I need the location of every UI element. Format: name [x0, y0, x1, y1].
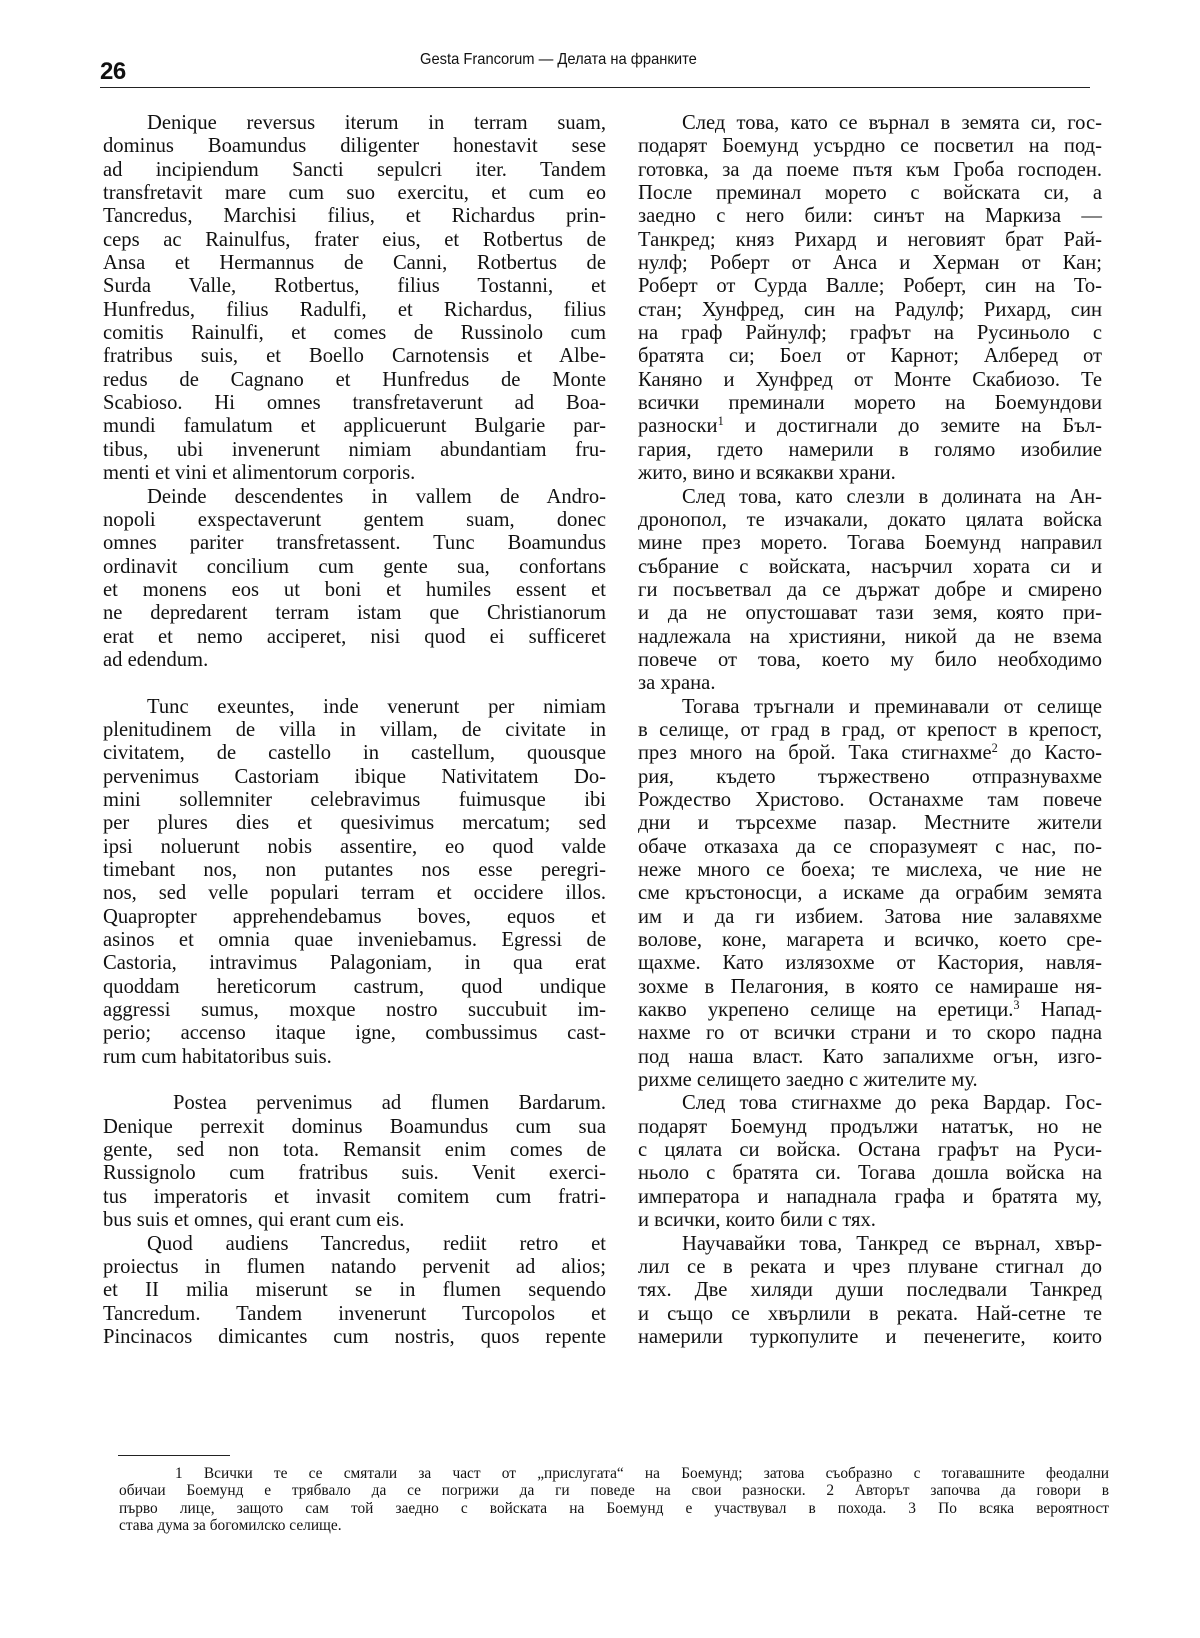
bulgarian-text-line: обаче отказаха да се споразумеят с нас, по-: [638, 835, 1102, 858]
bulgarian-text-line: жито, вино и всякакви храни.: [638, 462, 896, 485]
latin-text-line: comitis Rainulfi, et comes de Russinolo cum: [103, 322, 606, 345]
bulgarian-text-line: щахме. Като излязохме от Кастория, навля-: [638, 952, 1102, 975]
latin-text-line: et monens eos ut boni et humiles essent et: [103, 578, 606, 601]
bulgarian-text-line: Каняно и Хунфред от Монте Скабиозо. Те: [638, 368, 1102, 391]
latin-text-line: Quapropter apprehendebamus boves, equos et: [103, 905, 606, 928]
latin-text-line: Denique perrexit dominus Boamundus cum sua: [103, 1115, 606, 1138]
bulgarian-text-line: След това стигнахме до река Вардар. Гос-: [682, 1092, 1102, 1115]
footnote-marker: 3: [1013, 998, 1020, 1013]
bulgarian-text-line: надлежала на християни, никой да не взема: [638, 625, 1102, 648]
bulgarian-text-line: неже много се боеха; те мислеха, че ние не: [638, 859, 1102, 881]
bulgarian-text-line: разноски$^1$ и достигнали до земите на Бъл-: [638, 414, 1102, 438]
latin-text-line: per plures dies et quesivimus mercatum; sed: [103, 812, 606, 835]
latin-text-line: Castoria, intravimus Palagoniam, in qua erat: [103, 952, 606, 975]
latin-text-line: nopoli exspectaverunt gentem suam, donec: [103, 508, 606, 531]
bulgarian-text-line: за храна.: [638, 672, 716, 695]
header-rule: [100, 87, 1090, 88]
bulgarian-text-line: рихме селището заедно с жителите му.: [638, 1069, 978, 1092]
latin-text-line: Tunc exeuntes, inde venerunt per nimiam: [147, 695, 606, 718]
latin-text-line: gente, sed non tota. Remansit enim comes de: [103, 1139, 606, 1162]
bulgarian-text-line: повече от това, което му било необходимо: [638, 648, 1102, 671]
bulgarian-text-line: След това, като се върнал в земята си, гос-: [682, 112, 1102, 134]
latin-text-line: Denique reversus iterum in terram suam,: [147, 112, 606, 134]
latin-text-line: ad incipiendum Sancti sepulcri iter. Tandem: [103, 158, 606, 181]
footnote-line: обичаи Боемунд е трябвало да се погрижи да ги поведе на свои разноски. 2 Авторът започва да говори в: [119, 1482, 1109, 1500]
bulgarian-text-line: нахме го от всички страни и то скоро падна: [638, 1022, 1102, 1045]
latin-text-line: Hunfredus, filius Radulfi, et Richardus, filius: [103, 298, 606, 321]
latin-text-line: ordinavit concilium cum gente sua, confortans: [103, 555, 606, 578]
bulgarian-text-line: през много на брой. Така стигнахме$^2$ до Касто-: [638, 741, 1102, 765]
footnote-marker: 1: [717, 414, 724, 429]
latin-text-line: redus de Cagnano et Hunfredus de Monte: [103, 368, 606, 391]
latin-text-line: ad edendum.: [103, 648, 209, 671]
latin-text-line: dominus Boamundus diligenter honestavit sese: [103, 135, 606, 158]
bulgarian-text-line: на граф Райнулф; графът на Русиньоло с: [638, 322, 1102, 345]
bulgarian-text-line: готовка, за да поеме пътя към Гроба господен.: [638, 158, 1102, 181]
bulgarian-text-line: ги посъветвал да се държат добре и смирено: [638, 578, 1102, 601]
latin-text-line: rum cum habitatoribus suis.: [103, 1045, 332, 1068]
bulgarian-text-line: лил се в реката и чрез плуване стигнал до: [638, 1255, 1102, 1278]
bulgarian-text-line: какво укрепено селище на еретици.$^3$ Напад-: [638, 998, 1103, 1022]
footnote-line: първо лице, защото сам той заедно с войската на Боемунд е участвувал в похода. 3 По всяка вероятност: [119, 1499, 1109, 1517]
latin-text-line: erat et nemo acciperet, nisi quod ei sufficeret: [103, 625, 606, 648]
latin-text-line: pervenimus Castoriam ibique Nativitatem Do-: [103, 765, 606, 788]
bulgarian-text-line: Тогава тръгнали и преминавали от селище: [682, 695, 1102, 718]
bulgarian-text-line: подарят Боемунд продължи нататък, но не: [638, 1115, 1102, 1138]
bulgarian-text-line: братята си; Боел от Карнот; Алберед от: [638, 345, 1102, 368]
latin-text-line: Deinde descendentes in vallem de Andro-: [147, 485, 606, 508]
bulgarian-text-line: тях. Две хиляди души последвали Танкред: [638, 1279, 1102, 1302]
latin-text-line: et II milia miserunt se in flumen sequendo: [103, 1279, 606, 1302]
latin-text-line: mini sollemniter celebravimus fuimusque ibi: [103, 788, 606, 811]
bulgarian-text-line: Научавайки това, Танкред се върнал, хвър-: [682, 1232, 1102, 1255]
bulgarian-text-line: и всички, които били с тях.: [638, 1209, 876, 1232]
bulgarian-text-line: им и да ги избием. Затова ние залавяхме: [638, 905, 1102, 928]
footnotes: [119, 1465, 1109, 1535]
latin-text-line: ne depredarent terram istam que Christianorum: [103, 602, 606, 625]
bulgarian-text-line: намерили туркопулите и печенегите, които: [638, 1325, 1102, 1348]
latin-text-line: bus suis et omnes, qui erant cum eis.: [103, 1209, 405, 1232]
page-number: 26: [100, 58, 126, 85]
bulgarian-text-line: Рождество Христово. Останахме там повече: [638, 788, 1102, 811]
footnote-rule: [118, 1455, 230, 1456]
latin-column: [103, 112, 606, 1349]
latin-text-line: tus imperatoris et invasit comitem cum fratri-: [103, 1185, 606, 1208]
bulgarian-text-line: дронопол, те изчакали, докато цялата войска: [638, 508, 1102, 531]
paragraph-gap: [103, 672, 606, 695]
bulgarian-text-line: и също се хвърлили в реката. Най-сетне те: [638, 1302, 1102, 1325]
bulgarian-text-line: стан; Хунфред, син на Радулф; Рихард, син: [638, 298, 1102, 321]
latin-text-line: transfretavit mare cum suo exercitu, et cum eo: [103, 182, 606, 205]
bulgarian-text-line: зохме в Пелагония, в която се намираше ня-: [638, 975, 1102, 998]
latin-text-line: ipsi noluerunt nobis assentire, eo quod valde: [103, 835, 606, 858]
bulgarian-text-line: След това, като слезли в долината на Ан-: [682, 485, 1102, 508]
bulgarian-text-line: императора и нападнала графа и братята му,: [638, 1185, 1102, 1208]
latin-text-line: fratribus suis, et Boello Carnotensis et Albe-: [103, 345, 606, 368]
footnote-line: става дума за богомилско селище.: [119, 1517, 342, 1535]
latin-text-line: Ansa et Hermannus de Canni, Rotbertus de: [103, 252, 606, 275]
bulgarian-text-line: с цялата си войска. Остана графът на Руси-: [638, 1139, 1102, 1162]
bulgarian-text-line: заедно с него били: синът на Маркиза —: [638, 205, 1102, 228]
bulgarian-text-line: рия, където тържествено отпразнувахме: [638, 765, 1102, 788]
latin-text-line: mundi famulatum et applicuerunt Bulgarie par-: [103, 415, 606, 438]
bulgarian-text-line: сме кръстоносци, а искаме да ограбим земята: [638, 882, 1102, 905]
latin-text-line: omnes pariter transfretassent. Tunc Boamundus: [103, 532, 606, 555]
latin-text-line: asinos et omnia quae inveniebamus. Egressi de: [103, 929, 606, 952]
latin-text-line: proiectus in flumen natando pervenit ad alios;: [103, 1255, 606, 1278]
latin-text-line: Tancredum. Tandem invenerunt Turcopolos et: [103, 1302, 606, 1325]
bulgarian-text-line: После преминал морето с войската си, а: [638, 182, 1102, 205]
bulgarian-text-line: под наша власт. Като запалихме огън, изго-: [638, 1045, 1102, 1068]
latin-text-line: Scabioso. Hi omnes transfretaverunt ad Boa-: [103, 392, 606, 415]
latin-text-line: nos, sed velle populari terram et occidere illos.: [103, 882, 606, 905]
bulgarian-text-line: нулф; Роберт от Анса и Херман от Кан;: [638, 252, 1102, 275]
latin-text-line: tibus, ubi invenerunt nimiam abundantiam fru-: [103, 438, 606, 461]
latin-text-line: timebant nos, non putantes nos esse peregri-: [103, 859, 606, 881]
paragraph-gap: [103, 1069, 606, 1092]
latin-text-line: plenitudinem de villa in villam, de civitate in: [103, 718, 606, 741]
bulgarian-text-line: всички преминали морето на Боемундови: [638, 392, 1102, 415]
bulgarian-text-line: в селище, от град в град, от крепост в крепост,: [638, 718, 1102, 741]
bulgarian-text-line: волове, коне, магарета и всичко, което сре-: [638, 929, 1102, 952]
bulgarian-text-line: събрание с войската, насърчил хората си и: [638, 555, 1102, 578]
bulgarian-text-line: гария, гдето намерили в голямо изобилие: [638, 438, 1102, 461]
running-title: Gesta Francorum — Делата на франките: [420, 51, 697, 68]
bulgarian-text-line: и да не опустошават тази земя, която при-: [638, 602, 1102, 625]
bulgarian-text-line: Танкред; княз Рихард и неговият брат Рай-: [638, 228, 1102, 251]
bulgarian-text-line: Роберт от Сурда Валле; Роберт, син на То-: [638, 275, 1102, 298]
latin-text-line: ceps ac Rainulfus, frater eius, et Rotbertus de: [103, 228, 606, 251]
latin-text-line: quoddam hereticorum castrum, quod undique: [103, 975, 606, 998]
footnote-line: 1 Всички те се смятали за част от „прислугата“ на Боемунд; затова съобразно с тогавашните феодални: [175, 1465, 1109, 1482]
latin-text-line: perio; accenso itaque igne, combussimus cast-: [103, 1022, 606, 1045]
latin-text-line: Surda Valle, Rotbertus, filius Tostanni, et: [103, 275, 606, 298]
bulgarian-column: [638, 112, 1102, 1349]
bulgarian-text-line: дни и търсехме пазар. Местните жители: [638, 812, 1102, 835]
bulgarian-text-line: ньоло с братята си. Тогава дошла войска на: [638, 1162, 1102, 1185]
latin-text-line: Russignolo cum fratribus suis. Venit exerci-: [103, 1162, 606, 1185]
latin-text-line: menti et vini et alimentorum corporis.: [103, 462, 416, 485]
footnote-marker: 2: [991, 741, 998, 756]
latin-text-line: Pincinacos dimicantes cum nostris, quos repente: [103, 1325, 606, 1348]
latin-text-line: Quod audiens Tancredus, rediit retro et: [147, 1232, 606, 1255]
latin-text-line: aggressi sumus, moxque nostro succubuit im-: [103, 999, 606, 1022]
latin-text-line: Tancredus, Marchisi filius, et Richardus prin-: [103, 205, 606, 228]
bulgarian-text-line: мине през морето. Тогава Боемунд направил: [638, 532, 1102, 555]
bulgarian-text-line: подарят Боемунд усърдно се посветил на под-: [638, 135, 1102, 158]
latin-text-line: Postea pervenimus ad flumen Bardarum.: [173, 1092, 606, 1115]
latin-text-line: civitatem, de castello in castellum, quousque: [103, 742, 606, 765]
